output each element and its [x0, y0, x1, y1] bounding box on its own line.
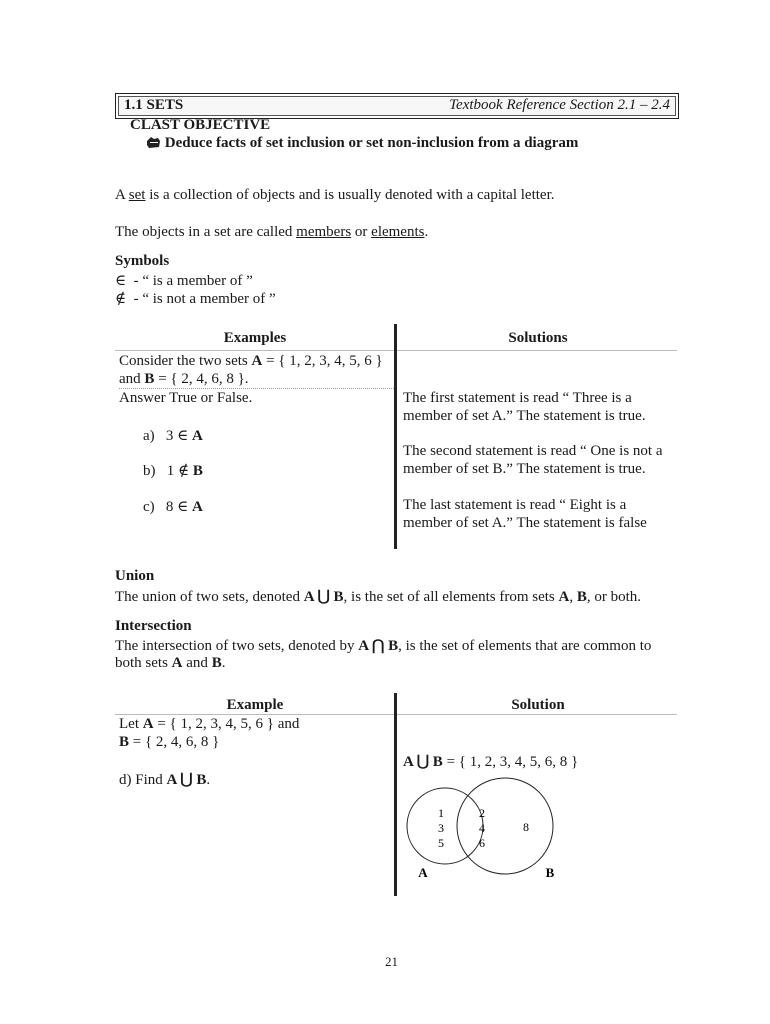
solution-header: Solution — [511, 697, 565, 713]
venn-label-b: B — [545, 865, 555, 880]
objective-line — [146, 135, 578, 152]
set-a-circle — [407, 788, 483, 864]
venn-b-only-1: 8 — [523, 820, 529, 834]
objective-text: Deduce facts of set inclusion or set non-inclusion from a diagram — [164, 135, 579, 151]
set-b-circle — [457, 778, 553, 874]
solution-c-line2: member of set A.” The statement is false — [403, 515, 647, 531]
solution-union: A ⋃ B = { 1, 2, 3, 4, 5, 6, 8 } — [403, 754, 579, 770]
set-definition: A set is a collection of objects and is usually denoted with a capital letter. — [115, 187, 555, 203]
example-header: Example — [226, 697, 284, 713]
venn-both-2: 4 — [479, 821, 485, 835]
objective-heading: CLAST OBJECTIVE — [130, 117, 271, 133]
venn-label-a: A — [418, 865, 428, 880]
question-b: b) 1 ∉ B — [143, 463, 203, 479]
intersection-definition-line1: The intersection of two sets, denoted by A ⋂ B, is the set of elements that are common to — [115, 638, 652, 654]
question-d: d) Find A ⋃ B. — [119, 772, 211, 788]
example2-set-a: Let A = { 1, 2, 3, 4, 5, 6 } and — [119, 716, 300, 732]
page-number: 21 — [385, 954, 398, 969]
textbook-reference: Textbook Reference Section 2.1 – 2.4 — [449, 97, 670, 113]
venn-diagram — [400, 776, 570, 886]
example-sets-line2: and B = { 2, 4, 6, 8 }. — [119, 371, 249, 387]
set-term: set — [128, 187, 146, 203]
question-a: a) 3 ∈ A — [143, 428, 203, 444]
venn-a-only-1: 1 — [438, 806, 444, 820]
example-dotted-rule — [119, 388, 394, 389]
solution-a-line1: The first statement is read “ Three is a — [403, 390, 632, 406]
solution-b-line1: The second statement is read “ One is not a — [403, 443, 663, 459]
elements-term: elements — [371, 224, 425, 240]
solution-c-line1: The last statement is read “ Eight is a — [403, 497, 627, 513]
solution-b-line2: member of set B.” The statement is true. — [403, 461, 646, 477]
example2-set-b: B = { 2, 4, 6, 8 } — [119, 734, 220, 750]
solutions-header: Solutions — [508, 330, 568, 346]
question-c: c) 8 ∈ A — [143, 499, 203, 515]
symbol-member: ∈ - “ is a member of ” — [115, 273, 253, 289]
section-header-box — [115, 93, 679, 119]
symbol-not-member: ∉ - “ is not a member of ” — [115, 291, 276, 307]
intersection-definition-line2: both sets A and B. — [115, 655, 226, 671]
venn-both-1: 2 — [479, 806, 485, 820]
intersection-heading: Intersection — [115, 618, 192, 634]
section-title: 1.1 SETS — [124, 97, 184, 113]
venn-both-3: 6 — [479, 836, 485, 850]
examples-header: Examples — [223, 330, 287, 346]
venn-a-only-2: 3 — [438, 821, 444, 835]
union-definition: The union of two sets, denoted A ⋃ B, is the set of all elements from sets A, B, or both. — [115, 589, 642, 605]
hand-pointer-icon — [146, 135, 161, 149]
example-instruction: Answer True or False. — [119, 390, 253, 406]
symbols-heading: Symbols — [115, 253, 170, 269]
solution-a-line2: member of set A.” The statement is true. — [403, 408, 646, 424]
venn-a-only-3: 5 — [438, 836, 444, 850]
example-sets-line1: Consider the two sets A = { 1, 2, 3, 4, 5, 6 } — [119, 353, 383, 369]
members-definition: The objects in a set are called members or elements. — [115, 224, 429, 240]
members-term: members — [296, 224, 352, 240]
table2-divider — [394, 693, 397, 896]
union-heading: Union — [115, 568, 155, 584]
table1-divider — [394, 324, 397, 549]
